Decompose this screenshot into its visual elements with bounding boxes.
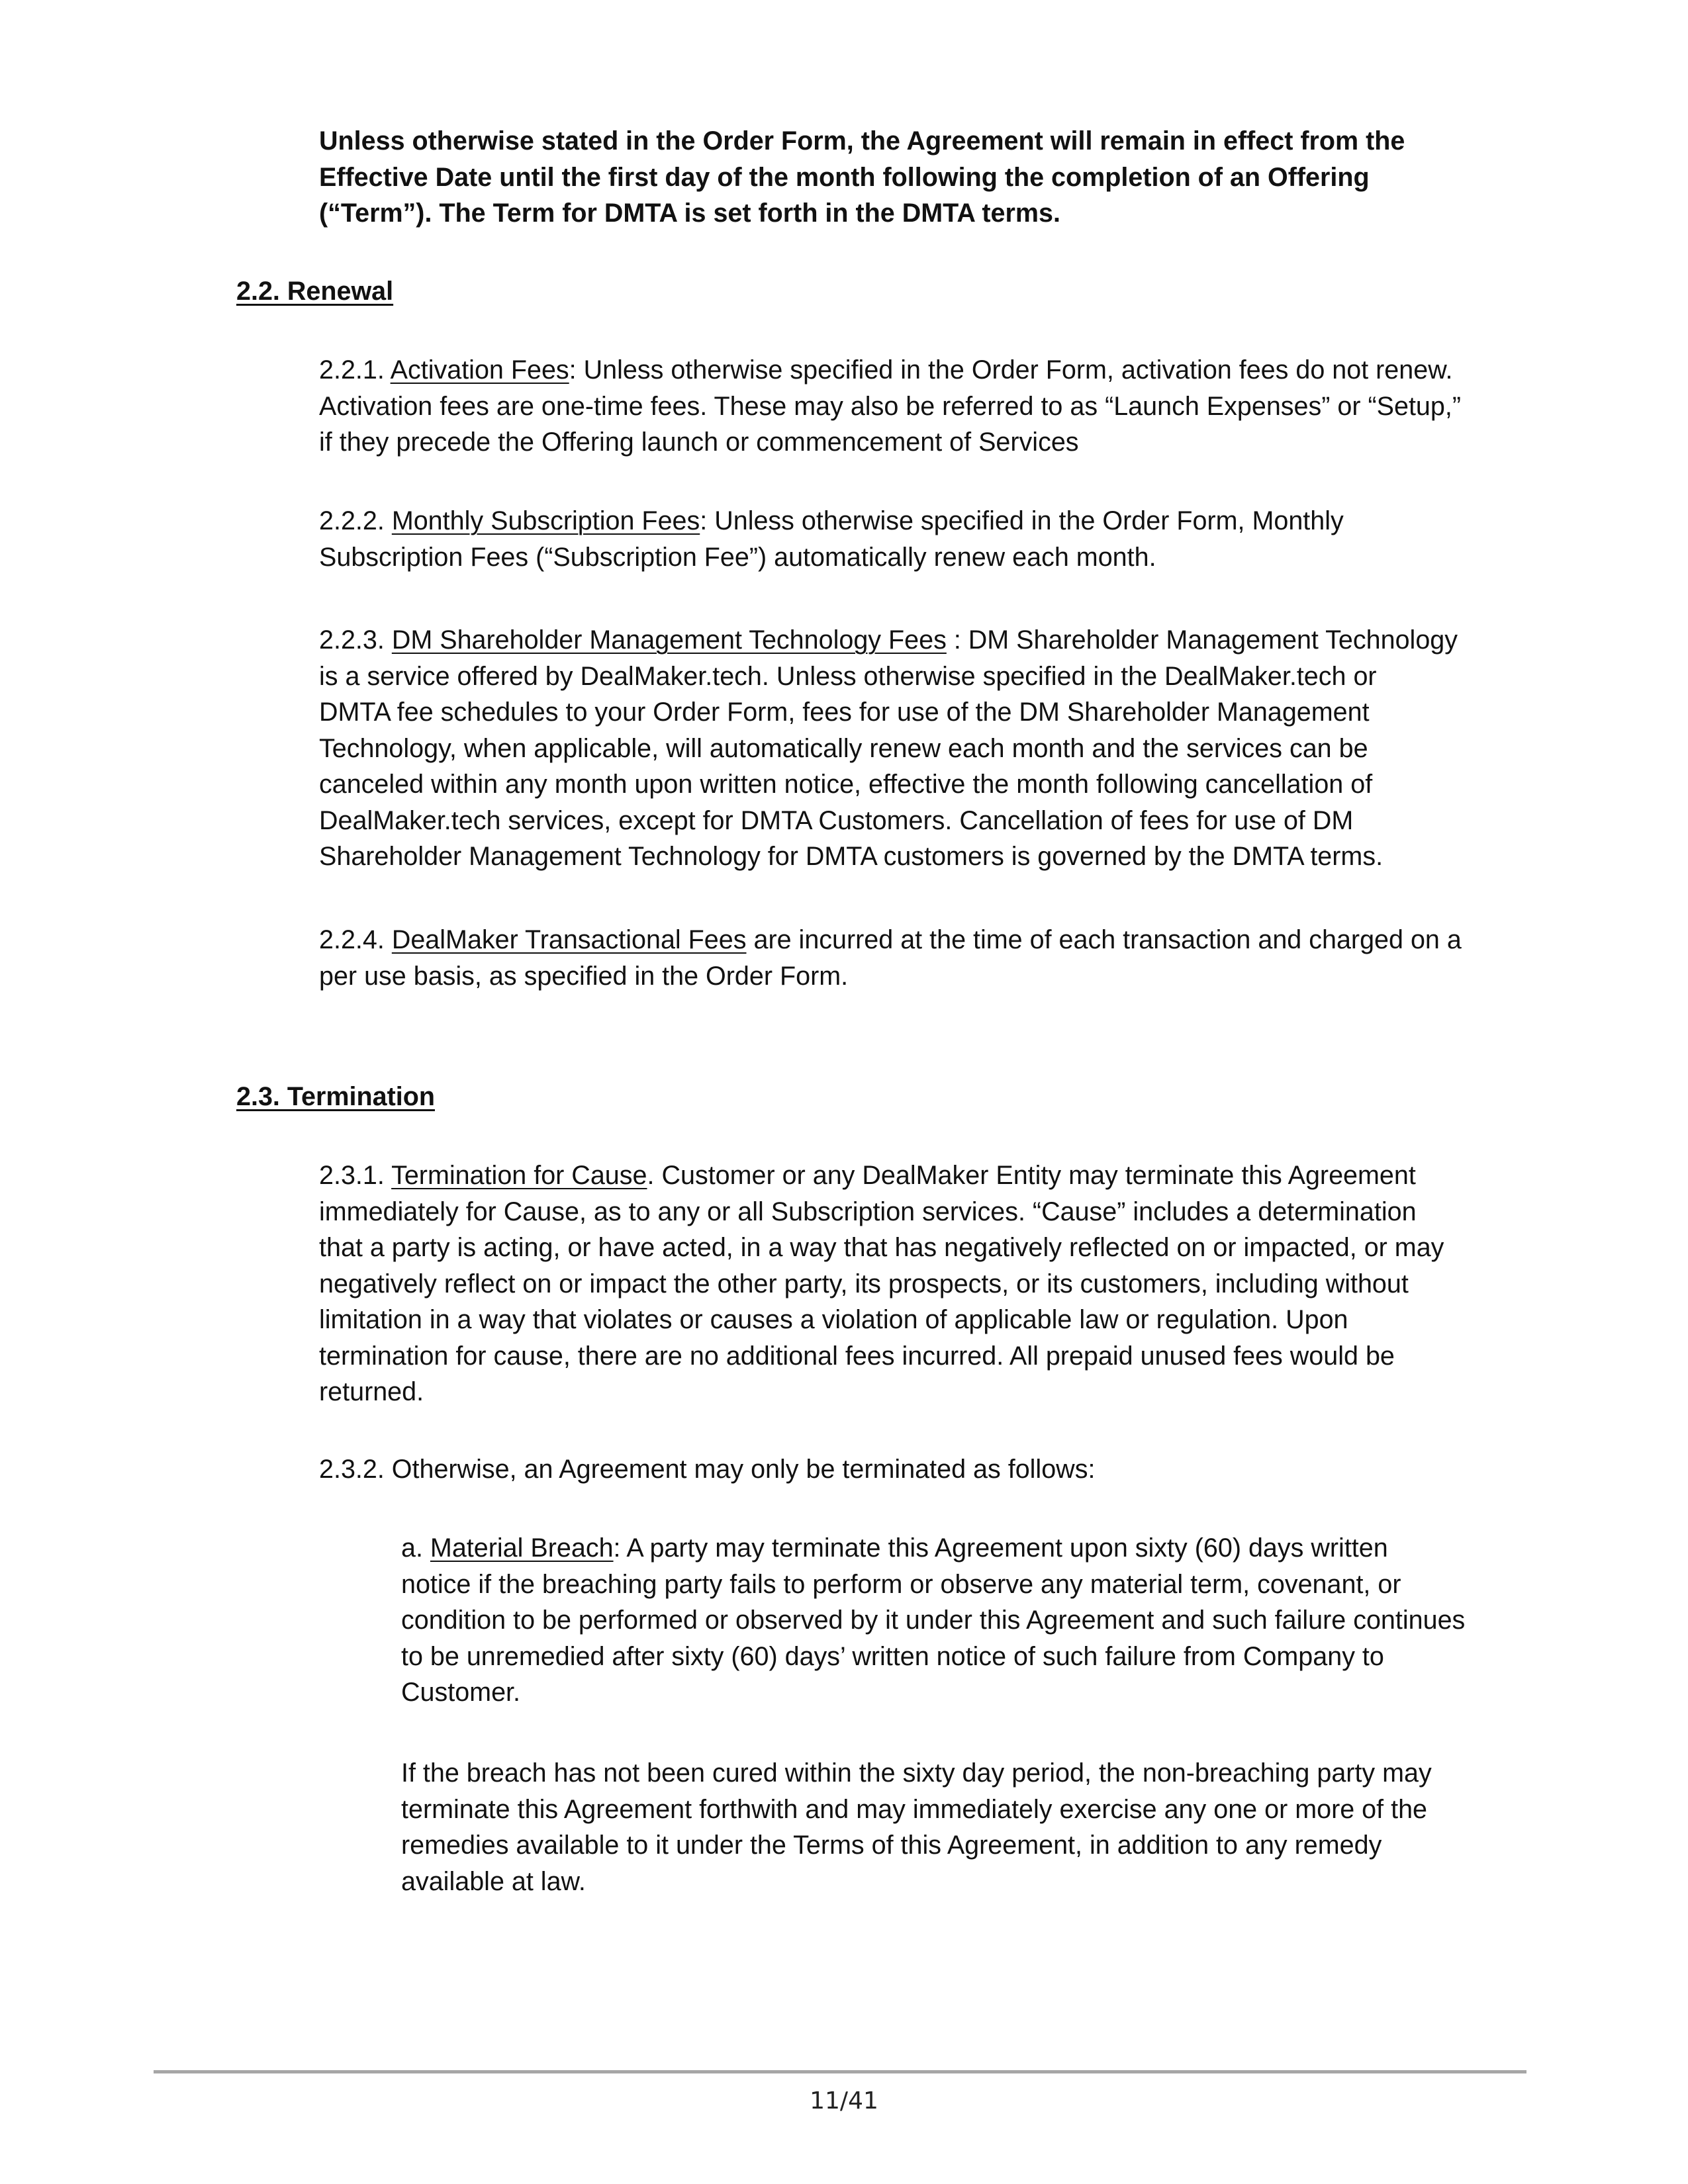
item-line: to be unremedied after sixty (60) days’ written notice of such failure from Company to [401, 1641, 1384, 1671]
clause-title: DealMaker Transactional Fees [391, 925, 747, 954]
clause-number: 2.2.4. [319, 925, 392, 954]
cure-line: terminate this Agreement forthwith and may immediately exercise any one or more of the [401, 1794, 1428, 1824]
item-line: Customer. [401, 1678, 521, 1707]
clause-line: is a service offered by DealMaker.tech. Unless otherwise specified in the DealMaker.tech or [319, 661, 1377, 691]
clause-line: Activation fees are one-time fees. These may also be referred to as “Launch Expenses” or “Setup,” [319, 391, 1461, 421]
clause-line: 2.3.2. Otherwise, an Agreement may only be terminated as follows: [319, 1455, 1096, 1484]
item-line: condition to be performed or observed by it under this Agreement and such failure continues [401, 1606, 1466, 1635]
clause-title: Activation Fees [390, 355, 569, 385]
clause-2-3-2 [319, 1451, 1537, 1488]
item-prefix: a. [401, 1533, 430, 1563]
clause-line: termination for cause, there are no additional fees incurred. All prepaid unused fees would be [319, 1341, 1395, 1371]
intro-line: (“Term”). The Term for DMTA is set forth in the DMTA terms. [319, 199, 1060, 228]
clause-2-2-3 [319, 622, 1537, 875]
intro-line: Unless otherwise stated in the Order Form, the Agreement will remain in effect from the [319, 126, 1405, 156]
clause-title: DM Shareholder Management Technology Fees [391, 625, 947, 655]
clause-line: returned. [319, 1377, 424, 1406]
cure-line: available at law. [401, 1866, 586, 1896]
clause-line: if they precede the Offering launch or commencement of Services [319, 428, 1079, 457]
clause-line: that a party is acting, or have acted, in a way that has negatively reflected on or impacted, or may [319, 1233, 1444, 1262]
cure-paragraph [401, 1755, 1540, 1899]
clause-text: : Unless otherwise specified in the Order Form, activation fees do not renew. [569, 355, 1453, 385]
clause-2-2-1 [319, 352, 1537, 461]
clause-line: immediately for Cause, as to any or all Subscription services. “Cause” includes a determination [319, 1197, 1417, 1226]
clause-text: are incurred at the time of each transaction and charged on a [746, 925, 1462, 954]
item-a-material-breach [401, 1530, 1540, 1711]
item-line: notice if the breaching party fails to perform or observe any material term, covenant, or [401, 1569, 1401, 1599]
cure-line: remedies available to it under the Terms of this Agreement, in addition to any remedy [401, 1831, 1382, 1860]
item-title: Material Breach [430, 1533, 614, 1563]
clause-line: limitation in a way that violates or causes a violation of applicable law or regulation. Upon [319, 1305, 1348, 1334]
footer-divider [154, 2070, 1526, 2073]
clause-text: . Customer or any DealMaker Entity may terminate this Agreement [647, 1161, 1416, 1190]
page-number: 11/41 [810, 2087, 878, 2115]
section-heading-termination: 2.3. Termination [236, 1082, 435, 1111]
intro-paragraph [319, 123, 1537, 232]
clause-text: : DM Shareholder Management Technology [946, 625, 1458, 655]
clause-2-2-4 [319, 922, 1537, 994]
clause-line: DMTA fee schedules to your Order Form, fees for use of the DM Shareholder Management [319, 698, 1370, 727]
clause-title: Monthly Subscription Fees [391, 506, 700, 535]
section-heading-renewal: 2.2. Renewal [236, 277, 394, 306]
clause-line: Technology, when applicable, will automatically renew each month and the services can be [319, 733, 1368, 763]
clause-line: per use basis, as specified in the Order Form. [319, 961, 849, 991]
clause-number: 2.2.3. [319, 625, 392, 655]
clause-2-3-1 [319, 1158, 1537, 1410]
intro-line: Effective Date until the first day of the month following the completion of an Offering [319, 162, 1370, 192]
clause-line: Subscription Fees (“Subscription Fee”) automatically renew each month. [319, 542, 1156, 572]
clause-number: 2.3.1. [319, 1161, 392, 1190]
clause-line: Shareholder Management Technology for DMTA customers is governed by the DMTA terms. [319, 842, 1383, 871]
clause-text: : Unless otherwise specified in the Order Form, Monthly [700, 506, 1344, 535]
clause-line: negatively reflect on or impact the other party, its prospects, or its customers, including without [319, 1269, 1409, 1298]
clause-line: canceled within any month upon written notice, effective the month following cancellation of [319, 770, 1373, 799]
cure-line: If the breach has not been cured within the sixty day period, the non-breaching party may [401, 1758, 1432, 1788]
item-text: : A party may terminate this Agreement upon sixty (60) days written [613, 1533, 1388, 1563]
clause-number: 2.2.2. [319, 506, 392, 535]
clause-number: 2.2.1. [319, 355, 391, 385]
clause-2-2-2 [319, 503, 1537, 575]
clause-title: Termination for Cause [391, 1161, 647, 1190]
clause-line: DealMaker.tech services, except for DMTA Customers. Cancellation of fees for use of DM [319, 805, 1354, 835]
